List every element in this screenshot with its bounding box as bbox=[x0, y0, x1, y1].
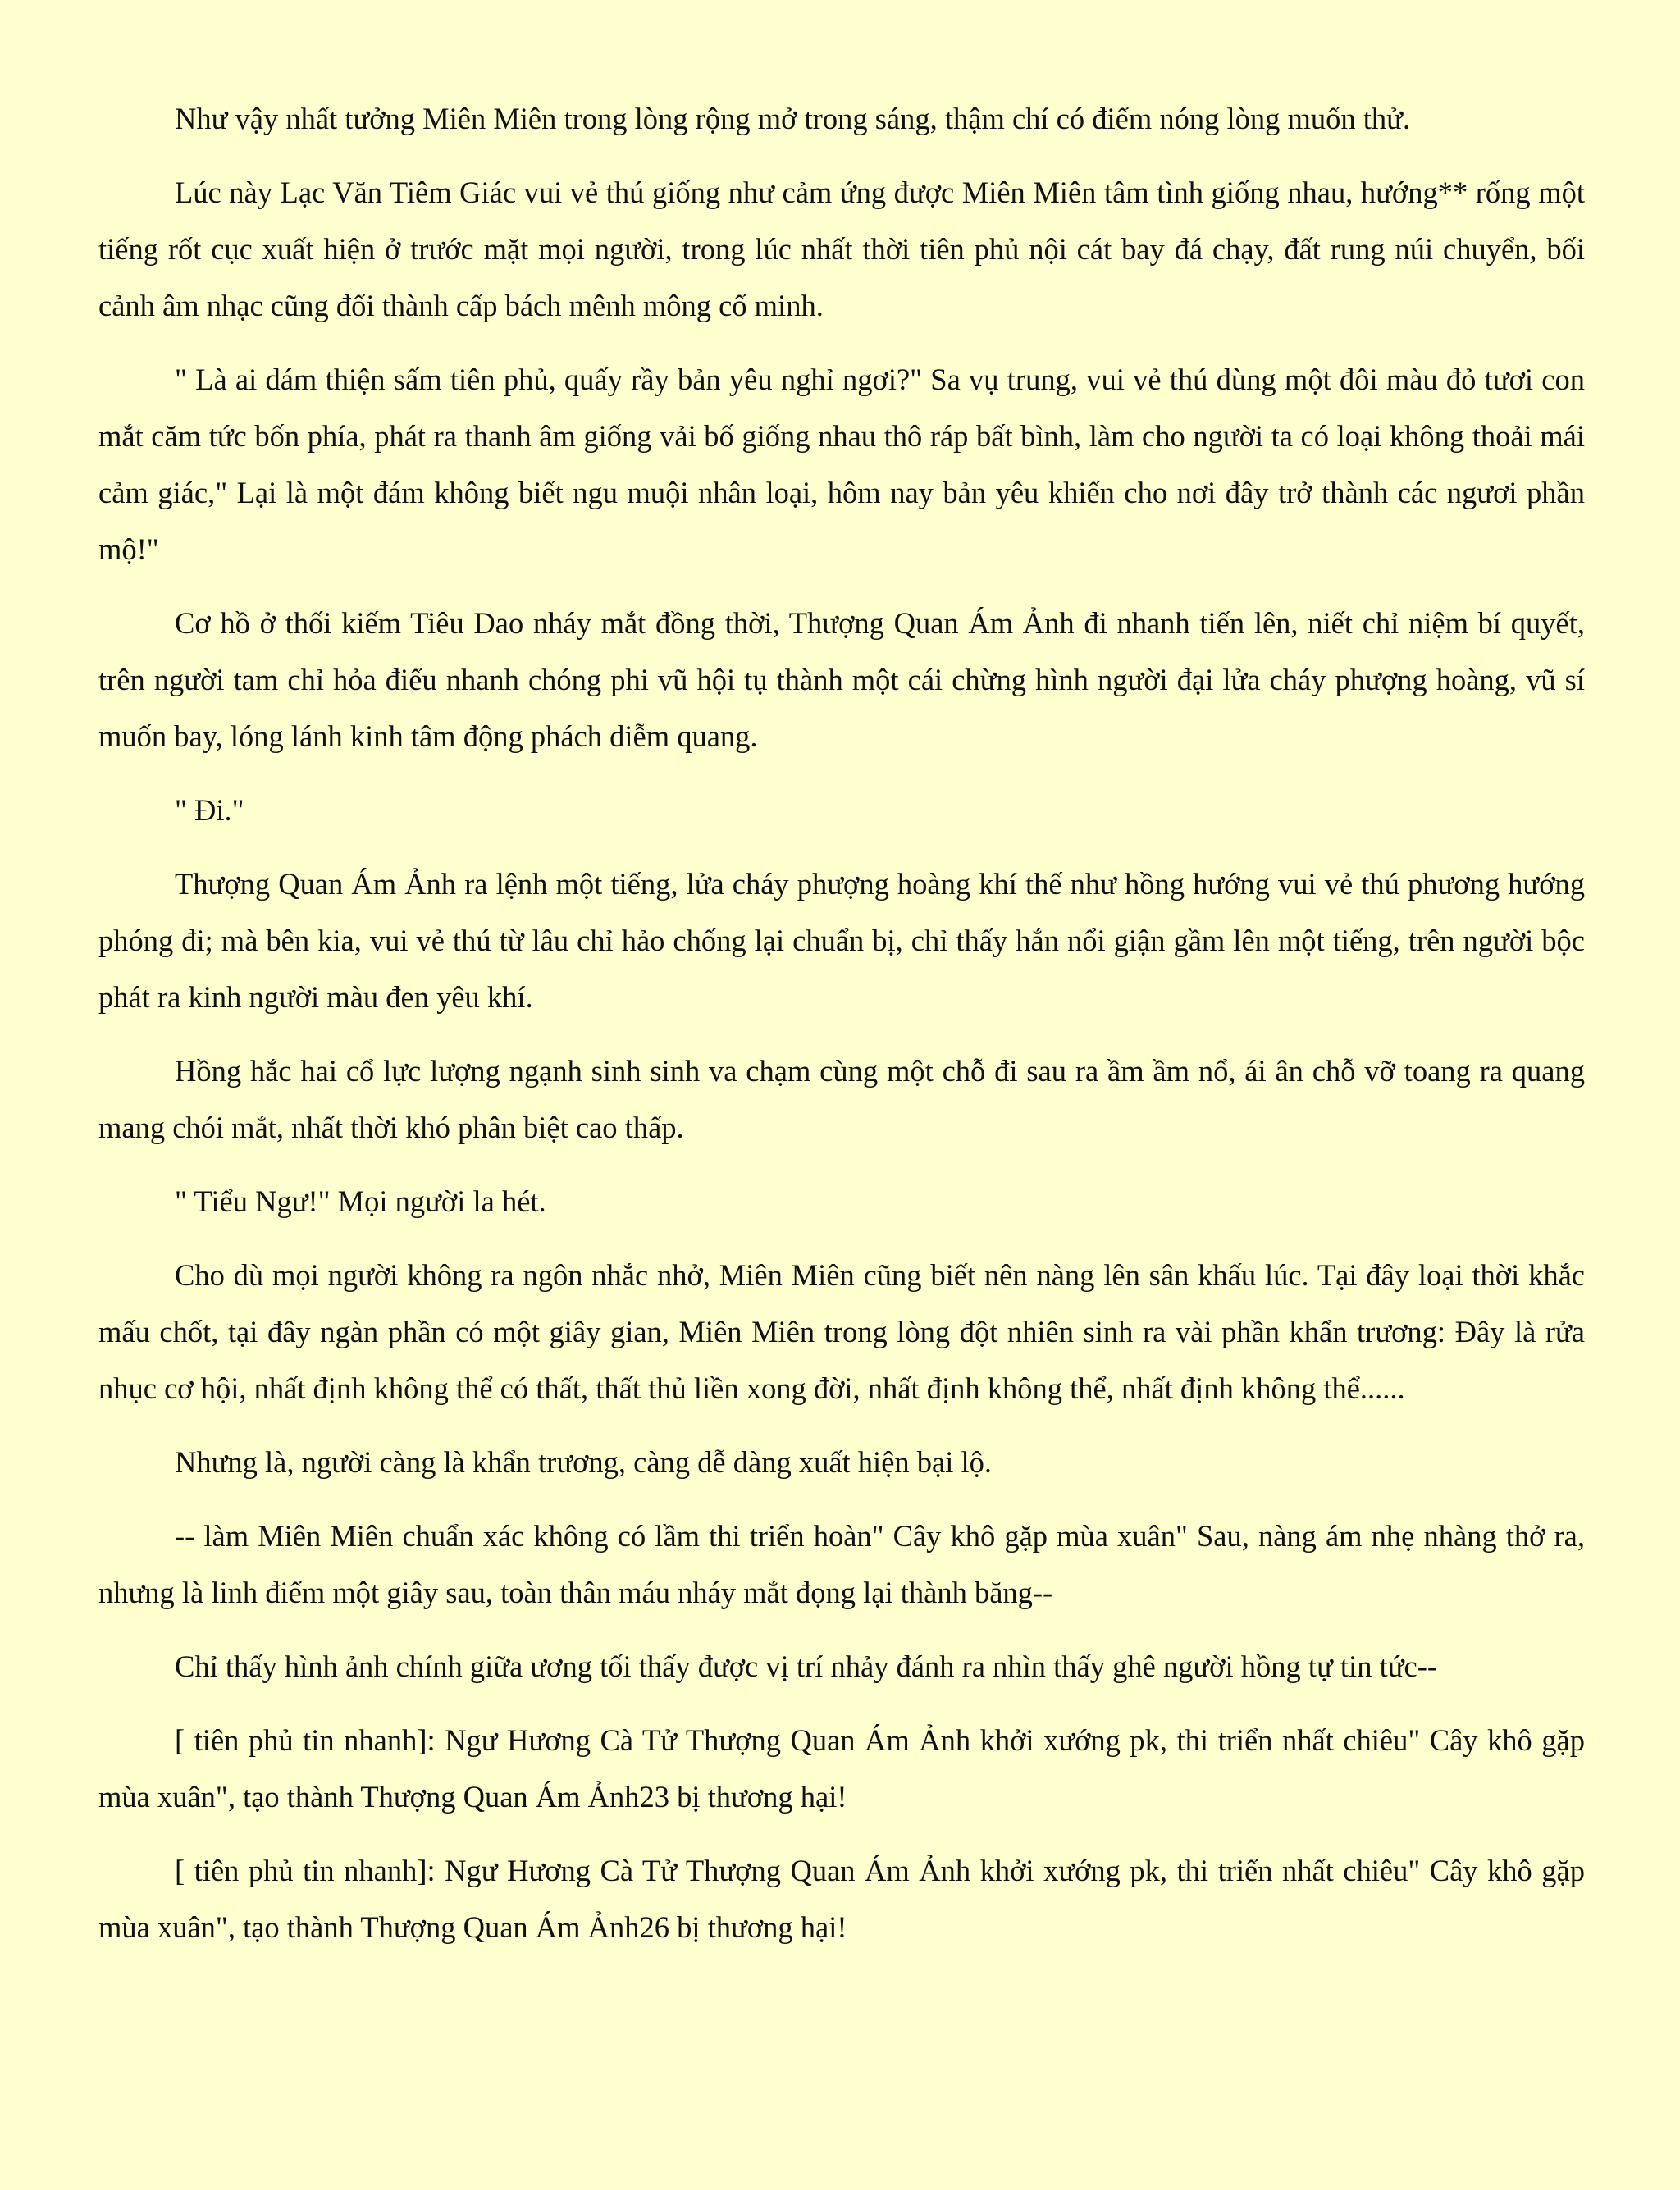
paragraph: -- làm Miên Miên chuẩn xác không có lầm thi triển hoàn" Cây khô gặp mùa xuân" Sau, nàng ám nhẹ nhàng thở ra, nhưng là linh điểm một giây sau, toàn thân máu nháy mắt đọng lại thành băng-- bbox=[98, 1519, 1585, 1609]
paragraph: Cho dù mọi người không ra ngôn nhắc nhở, Miên Miên cũng biết nên nàng lên sân khấu lúc. Tại đây loại thời khắc mấu chốt, tại đây ngàn phần có một giây gian, Miên Miên trong lòng đột nhiên sinh ra vài phần khẩn trương: Đây là rửa nhục cơ hội, nhất định không thể có thất, thất thủ liền xong đời, nhất định không thể, nhất định không thể...... bbox=[98, 1258, 1585, 1405]
paragraph: Cơ hồ ở thối kiếm Tiêu Dao nháy mắt đồng thời, Thượng Quan Ám Ảnh đi nhanh tiến lên, niết chỉ niệm bí quyết, trên người tam chỉ hỏa điểu nhanh chóng phi vũ hội tụ thành một cái chừng hình người đại lửa cháy phượng hoàng, vũ sí muốn bay, lóng lánh kinh tâm động phách diễm quang. bbox=[98, 606, 1585, 753]
paragraph: " Là ai dám thiện sấm tiên phủ, quấy rầy bản yêu nghỉ ngơi?" Sa vụ trung, vui vẻ thú dùng một đôi màu đỏ tươi con mắt căm tức bốn phía, phát ra thanh âm giống vải bố giống nhau thô ráp bất bình, làm cho người ta có loại không thoải mái cảm giác," Lại là một đám không biết ngu muội nhân loại, hôm nay bản yêu khiến cho nơi đây trở thành các ngươi phần mộ!" bbox=[98, 363, 1585, 566]
paragraph: Lúc này Lạc Văn Tiêm Giác vui vẻ thú giống như cảm ứng được Miên Miên tâm tình giống nhau, hướng** rống một tiếng rốt cục xuất hiện ở trước mặt mọi người, trong lúc nhất thời tiên phủ nội cát bay đá chạy, đất rung núi chuyển, bối cảnh âm nhạc cũng đổi thành cấp bách mênh mông cổ minh. bbox=[98, 176, 1585, 322]
document-body bbox=[98, 90, 1585, 1955]
paragraph: Như vậy nhất tưởng Miên Miên trong lòng rộng mở trong sáng, thậm chí có điểm nóng lòng muốn thử. bbox=[175, 102, 1411, 135]
paragraph: " Tiểu Ngư!" Mọi người la hét. bbox=[175, 1184, 546, 1218]
paragraph: " Đi." bbox=[175, 793, 244, 827]
paragraph: Thượng Quan Ám Ảnh ra lệnh một tiếng, lửa cháy phượng hoàng khí thế như hồng hướng vui vẻ thú phương hướng phóng đi; mà bên kia, vui vẻ thú từ lâu chỉ hảo chống lại chuẩn bị, chỉ thấy hắn nổi giận gầm lên một tiếng, trên người bộc phát ra kinh người màu đen yêu khí. bbox=[98, 867, 1585, 1014]
paragraph: Hồng hắc hai cổ lực lượng ngạnh sinh sinh va chạm cùng một chỗ đi sau ra ầm ầm nổ, ái ân chỗ vỡ toang ra quang mang chói mắt, nhất thời khó phân biệt cao thấp. bbox=[98, 1054, 1585, 1144]
paragraph: Nhưng là, người càng là khẩn trương, càng dễ dàng xuất hiện bại lộ. bbox=[175, 1445, 992, 1479]
paragraph: [ tiên phủ tin nhanh]: Ngư Hương Cà Tử Thượng Quan Ám Ảnh khởi xướng pk, thi triển nhất chiêu" Cây khô gặp mùa xuân", tạo thành Thượng Quan Ám Ảnh23 bị thương hại! bbox=[98, 1723, 1585, 1814]
paragraph: Chỉ thấy hình ảnh chính giữa ương tối thấy được vị trí nhảy đánh ra nhìn thấy ghê người hồng tự tin tức-- bbox=[175, 1649, 1438, 1683]
paragraph: [ tiên phủ tin nhanh]: Ngư Hương Cà Tử Thượng Quan Ám Ảnh khởi xướng pk, thi triển nhất chiêu" Cây khô gặp mùa xuân", tạo thành Thượng Quan Ám Ảnh26 bị thương hại! bbox=[98, 1854, 1585, 1944]
